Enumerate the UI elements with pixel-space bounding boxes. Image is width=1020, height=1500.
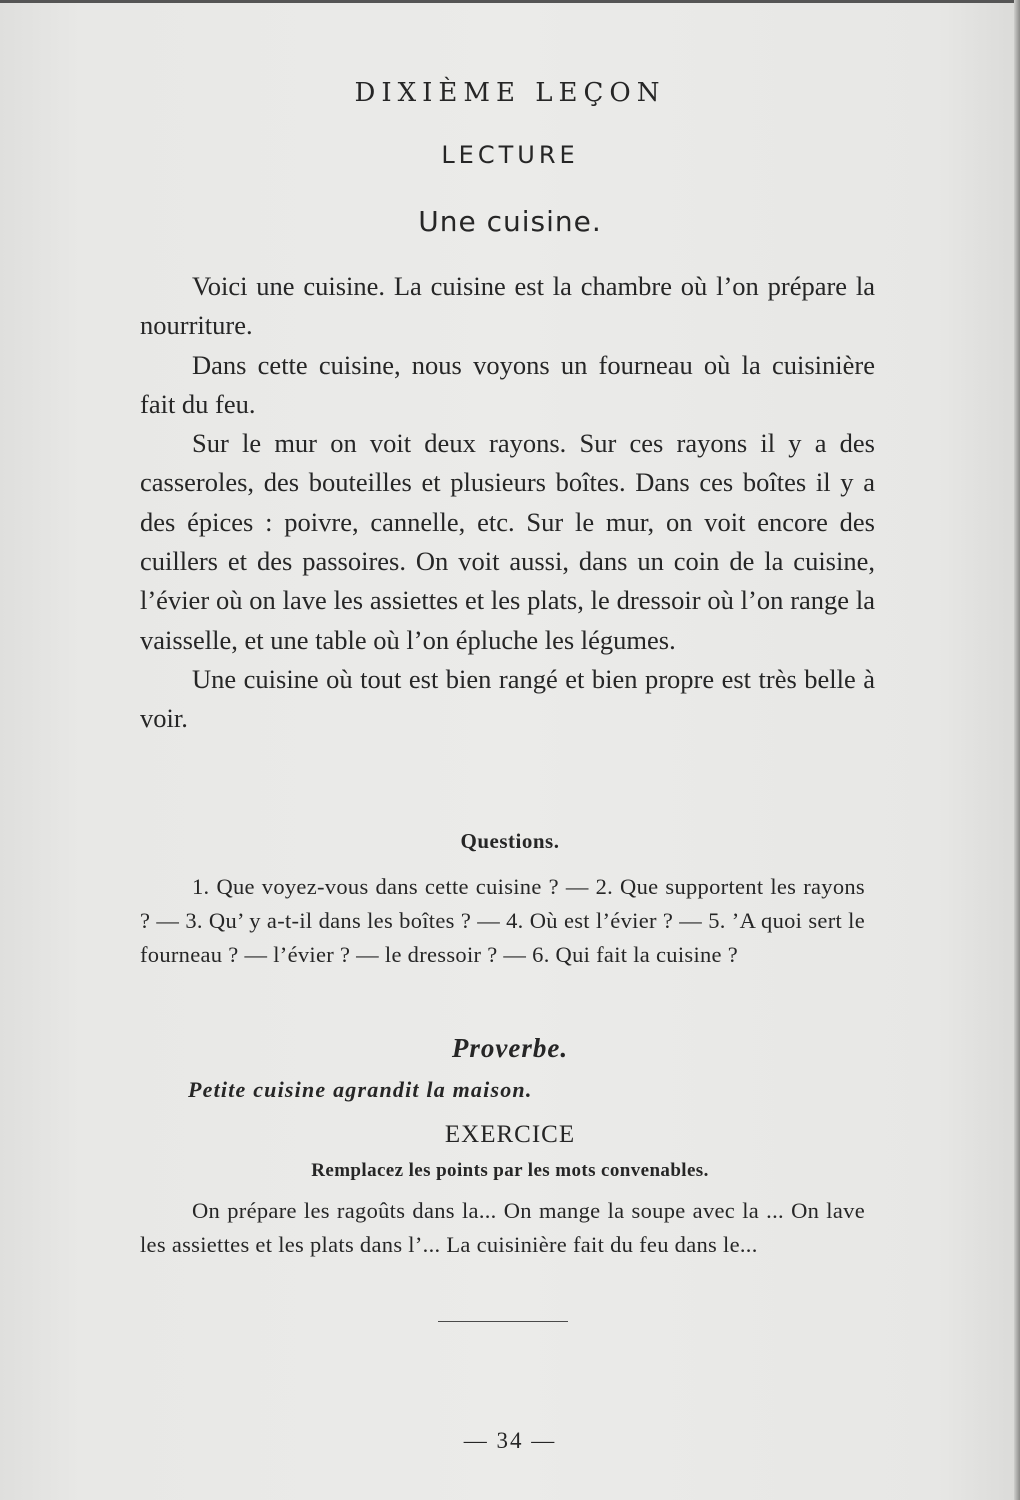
proverb-heading: Proverbe.	[451, 1033, 569, 1063]
exercise-instruction: Remplacez les points par les mots convenables.	[311, 1160, 709, 1181]
lesson-title: DIXIÈME LEÇON	[354, 78, 666, 108]
exercise-heading: EXERCICE	[444, 1121, 576, 1148]
reading-paragraph: Dans cette cuisine, nous voyons un fourneau où la cuisinière fait du feu.	[140, 349, 875, 419]
exercise-block	[140, 1194, 865, 1262]
questions-heading: Questions.	[460, 829, 560, 853]
reading-paragraph: Une cuisine où tout est bien rangé et bien propre est très belle à voir.	[140, 663, 875, 734]
reading-paragraph: Voici une cuisine. La cuisine est la chambre où l’on prépare la nourriture.	[140, 271, 875, 341]
questions-block	[140, 870, 865, 972]
story-title: Une cuisine.	[418, 205, 602, 238]
page-number: — 34 —	[463, 1428, 557, 1453]
footer-divider	[438, 1321, 568, 1322]
proverb-text: Petite cuisine agrandit la maison.	[188, 1077, 533, 1102]
reading-text	[140, 267, 875, 739]
top-border	[0, 0, 1020, 3]
questions-text: 1. Que voyez-vous dans cette cuisine ? — 2. Que supportent les rayons ? — 3. Qu’ y a-t-il dans les boîtes ? — 4. Où est l’évier ? — 5. ’A quoi sert le fourneau ? — l’évier ? — le dressoir ? — 6. Qui fait la cuisine ?	[140, 874, 865, 967]
section-heading-lecture: LECTURE	[441, 141, 579, 169]
exercise-text: On prépare les ragoûts dans la... On mange la soupe avec la ... On lave les assiettes et les plats dans l’... La cuisinière fait du feu dans le...	[140, 1198, 865, 1257]
reading-paragraph: Sur le mur on voit deux rayons. Sur ces rayons il y a des casseroles, des bouteilles et plusieurs boîtes. Dans ces boîtes il y a des épices : poivre, cannelle, etc. Sur le mur, on voit encore des cuillers et des passoires. On voit aussi, dans un coin de la cuisine, l’évier où on lave les assiettes et les plats, le dressoir où l’on range la vaisselle, et une table où l’on épluche les légumes.	[140, 428, 875, 655]
